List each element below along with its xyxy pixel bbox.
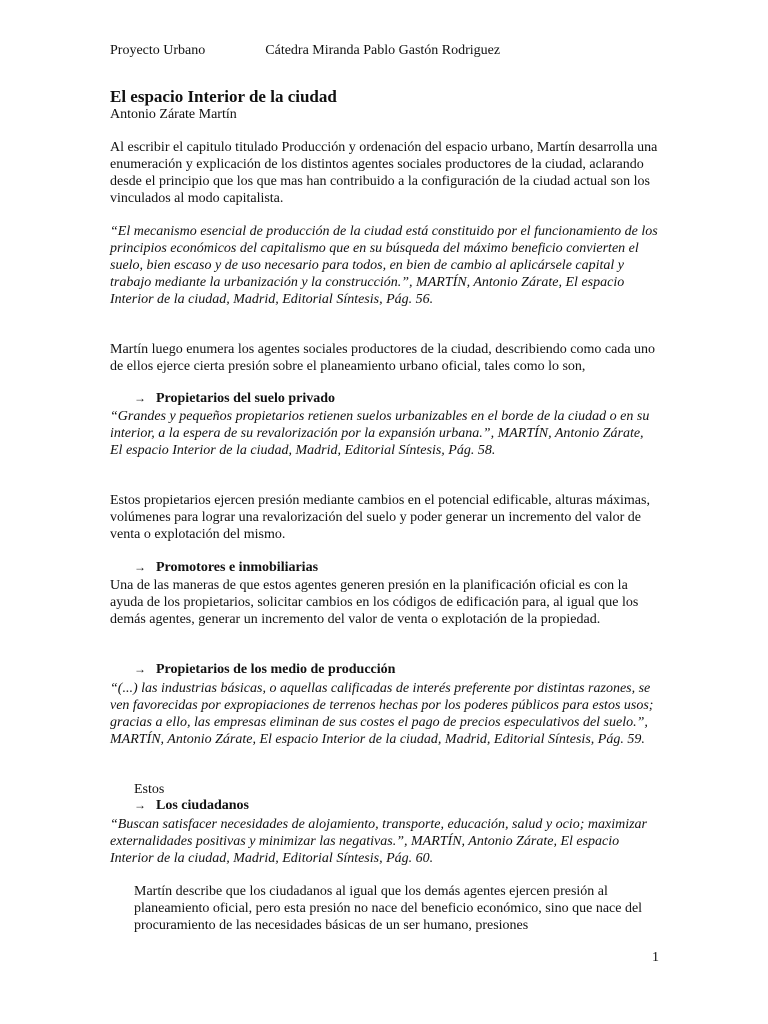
subheading-means-of-production-owners (134, 662, 395, 678)
paragraph-estos: Estos (134, 782, 165, 797)
document-author: Antonio Zárate Martín (110, 107, 237, 122)
paragraph-promoters: Una de las maneras de que estos agentes generen presión en la planificación oficial es con la ayuda de los propietarios, solicitar cambios en los códigos de edificación para, al igual que los demás agentes, generar un incremento del valor de venta o explotación de la propiedad. (110, 578, 639, 627)
arrow-icon: → (134, 391, 146, 405)
arrow-icon: → (134, 560, 146, 574)
quote-4: “Buscan satisfacer necesidades de alojamiento, transporte, educación, salud y ocio; maximizar externalidades positivas y minimizar las negativas.”, MARTÍN, Antonio Zárate, El espacio Interior de la ciudad, Madrid, Editorial Síntesis, Pág. 60. (110, 817, 647, 866)
subheading-label: Propietarios de los medio de producción (156, 662, 396, 677)
subheading-private-land-owners (134, 391, 335, 407)
subheading-promoters (134, 560, 318, 576)
header-project: Proyecto Urbano (110, 43, 206, 58)
arrow-icon: → (134, 798, 146, 812)
paragraph-agents-intro: Martín luego enumera los agentes sociales productores de la ciudad, describiendo como cada uno de ellos ejerce cierta presión sobre el planeamiento urbano oficial, tales como lo son, (110, 342, 656, 374)
subheading-citizens (134, 798, 249, 814)
subheading-label: Propietarios del suelo privado (156, 391, 336, 406)
document-title: El espacio Interior de la ciudad (110, 87, 337, 106)
subheading-label: Los ciudadanos (156, 798, 249, 813)
page-header (110, 43, 500, 59)
paragraph-intro: Al escribir el capitulo titulado Producción y ordenación del espacio urbano, Martín desarrolla una enumeración y explicación de los distintos agentes sociales productores de la ciudad, aclarando desde el principio que los que mas han contribuido a la configuración de la ciudad actual son los vinculados al modo capitalista. (110, 140, 658, 206)
paragraph-citizens: Martín describe que los ciudadanos al igual que los demás agentes ejercen presión al planeamiento oficial, pero esta presión no nace del beneficio económico, sino que nace del procuramiento de las necesidades básicas de un ser humano, presiones (134, 884, 643, 933)
page-number: 1 (652, 950, 659, 965)
quote-3: “(...) las industrias básicas, o aquellas calificadas de interés preferente por distintas razones, se ven favorecidas por expropiaciones de terrenos hechas por los poderes públicos para estos usos; gracias a ello, las empresas eliminan de sus costes el pago de precios especulativos del suelo.”, MARTÍN, Antonio Zárate, El espacio Interior de la ciudad, Madrid, Editorial Síntesis, Pág. 59. (110, 681, 654, 747)
quote-1: “El mecanismo esencial de producción de la ciudad está constituido por el funcionamiento de los principios económicos del capitalismo que en su búsqueda del máximo beneficio convierten el suelo, bien escaso y de uso necesario para todos, en bien de cambio al aplicársele capital y trabajo mediante la urbanización y la construcción.”, MARTÍN, Antonio Zárate, El espacio Interior de la ciudad, Madrid, Editorial Síntesis, Pág. 56. (110, 224, 658, 307)
paragraph-owners: Estos propietarios ejercen presión mediante cambios en el potencial edificable, alturas máximas, volúmenes para lograr una revalorización del suelo y poder generar un incremento del valor de venta o explotación del mismo. (110, 493, 650, 542)
arrow-icon: → (134, 662, 146, 676)
header-chair: Cátedra Miranda Pablo Gastón Rodriguez (265, 43, 501, 58)
quote-2: “Grandes y pequeños propietarios retienen suelos urbanizables en el borde de la ciudad o en su interior, a la espera de su revalorización por la expansión urbana.”, MARTÍN, Antonio Zárate, El espacio Interior de la ciudad, Madrid, Editorial Síntesis, Pág. 58. (110, 409, 650, 458)
subheading-label: Promotores e inmobiliarias (156, 560, 319, 575)
